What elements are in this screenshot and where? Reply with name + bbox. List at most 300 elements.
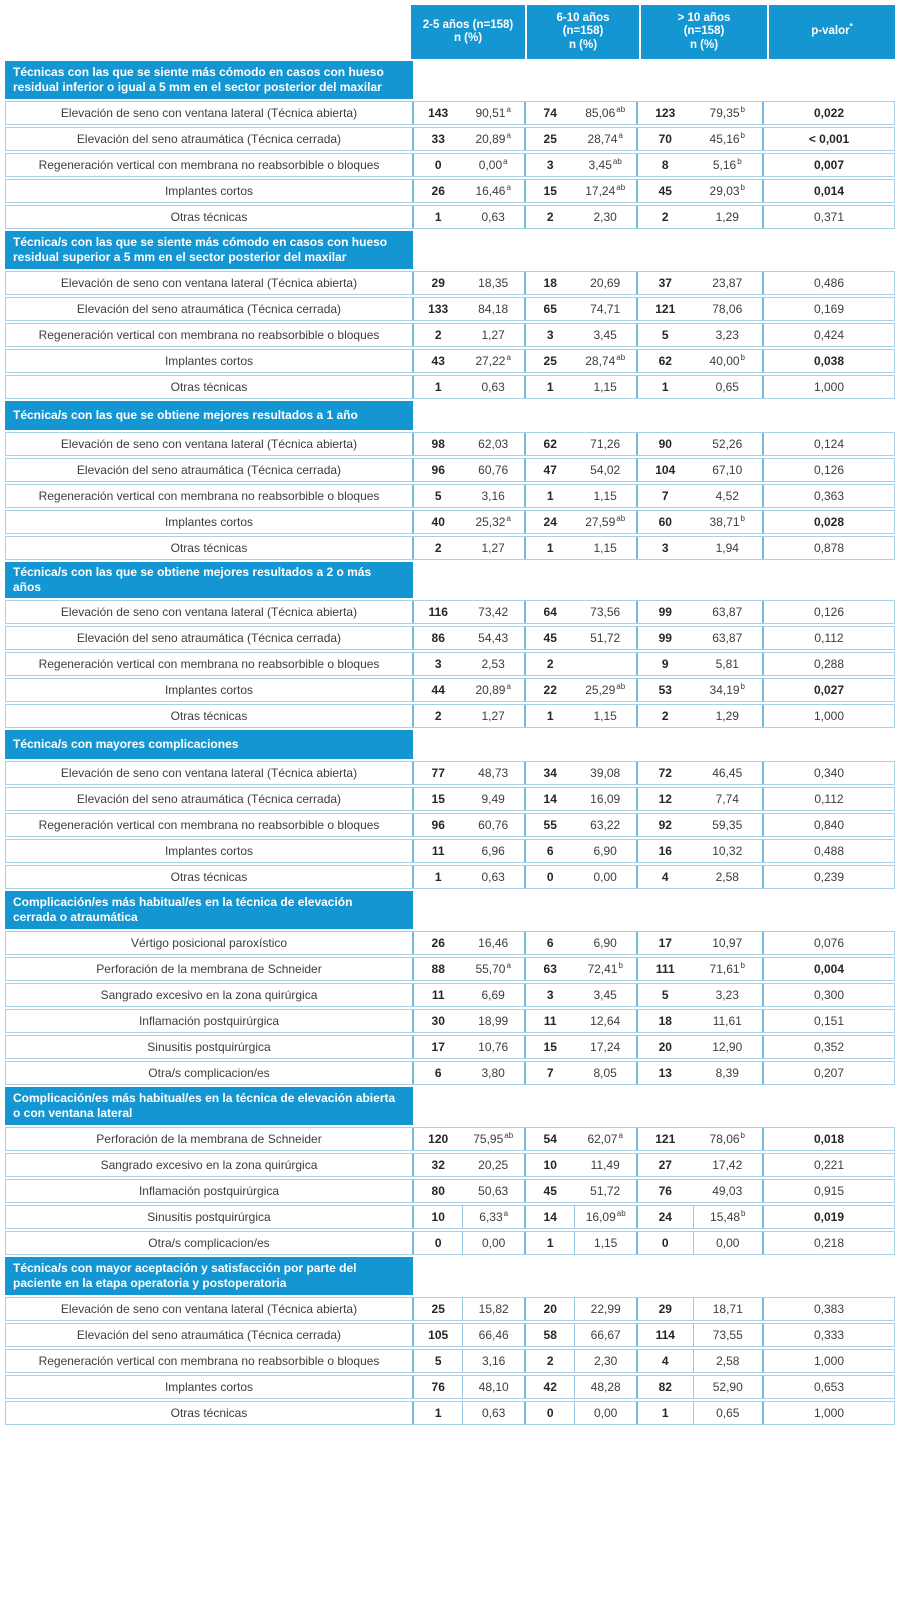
- percent-number: 7,74: [715, 792, 739, 806]
- table-row: [5, 153, 895, 177]
- significance-superscript: ab: [504, 1130, 514, 1140]
- count-value: 1: [434, 380, 442, 394]
- percent-number: 79,35: [709, 106, 740, 120]
- significance-superscript: b: [618, 960, 623, 970]
- count-value: 45: [543, 1184, 557, 1198]
- percent-value: [462, 958, 524, 980]
- count-value: 77: [431, 766, 445, 780]
- count-value: 37: [658, 276, 672, 290]
- group-cell: [412, 1324, 524, 1346]
- count-value: 0: [546, 1406, 554, 1420]
- column-header-2-5-anos: [411, 5, 525, 59]
- group-cell: [412, 1402, 524, 1424]
- table-row: [5, 432, 895, 456]
- percent-value: [574, 705, 636, 727]
- count-value: 4: [661, 1354, 669, 1368]
- percent-value: [462, 932, 524, 954]
- significance-superscript: ab: [616, 1208, 626, 1218]
- count-value: 0: [546, 870, 554, 884]
- table-row: [5, 1009, 895, 1033]
- group-cell: [636, 1298, 762, 1320]
- table-row: [5, 323, 895, 347]
- p-value: 0,239: [762, 866, 894, 888]
- count-value: 72: [658, 766, 672, 780]
- count-value: 14: [543, 1210, 557, 1224]
- percent-value: [462, 102, 524, 124]
- count-value: 5: [661, 328, 669, 342]
- p-value: 0,126: [762, 601, 894, 623]
- group-cell: [412, 324, 524, 346]
- percent-number: 0,63: [482, 1406, 506, 1420]
- count-value: 25: [543, 354, 557, 368]
- significance-superscript: a: [506, 130, 511, 140]
- p-value: 1,000: [762, 1402, 894, 1424]
- row-label: Otras técnicas: [170, 709, 248, 723]
- group-cell: [524, 1402, 636, 1424]
- count-value: 10: [543, 1158, 557, 1172]
- table-row: [5, 127, 895, 151]
- percent-number: 1,27: [481, 709, 505, 723]
- count-value: 64: [543, 605, 557, 619]
- section-header: [5, 61, 413, 99]
- count-value: 40: [431, 515, 445, 529]
- count-value: 25: [543, 132, 557, 146]
- row-label: Perforación de la membrana de Schneider: [96, 962, 322, 976]
- group-cell: [524, 1128, 636, 1150]
- percent-number: 51,72: [590, 631, 621, 645]
- percent-value: [693, 1180, 762, 1202]
- group-cell: [524, 154, 636, 176]
- percent-value: [693, 814, 762, 836]
- percent-number: 16,09: [585, 1210, 616, 1224]
- row-label: Elevación del seno atraumática (Técnica cerrada): [76, 792, 342, 806]
- group-cell: [412, 932, 524, 954]
- percent-value: [462, 679, 524, 701]
- count-value: 17: [431, 1040, 445, 1054]
- percent-number: 15,48: [710, 1210, 741, 1224]
- percent-value: [462, 627, 524, 649]
- group-cell: [412, 433, 524, 455]
- group-cell: [524, 324, 636, 346]
- percent-value: [462, 814, 524, 836]
- percent-number: 11,49: [590, 1158, 620, 1172]
- group-cell: [524, 537, 636, 559]
- percent-value: [574, 627, 636, 649]
- percent-value: [574, 459, 636, 481]
- significance-superscript: ab: [616, 352, 626, 362]
- percent-number: 52,90: [712, 1380, 743, 1394]
- count-value: 25: [431, 1302, 445, 1316]
- table-row: [5, 1375, 895, 1399]
- group-cell: [636, 653, 762, 675]
- percent-number: 8,39: [715, 1066, 739, 1080]
- count-value: 116: [428, 605, 448, 619]
- column-header-line: > 10 años: [677, 11, 731, 24]
- table-row: [5, 205, 895, 229]
- count-value: 1: [661, 1406, 669, 1420]
- group-cell: [524, 485, 636, 507]
- percent-number: 29,03: [709, 184, 740, 198]
- count-value: 32: [431, 1158, 445, 1172]
- percent-number: 49,03: [712, 1184, 743, 1198]
- percent-number: 54,02: [590, 463, 621, 477]
- percent-value: [693, 485, 762, 507]
- group-cell: [636, 866, 762, 888]
- percent-value: [462, 1350, 524, 1372]
- count-value: 70: [658, 132, 672, 146]
- count-value: 2: [434, 328, 442, 342]
- percent-number: 52,26: [712, 437, 743, 451]
- percent-value: [462, 1180, 524, 1202]
- column-header-line: 6-10 años: [556, 11, 610, 24]
- count-value: 2: [434, 541, 442, 555]
- group-cell: [412, 1180, 524, 1202]
- percent-value: [693, 154, 762, 176]
- percent-value: [462, 1324, 524, 1346]
- percent-number: 27,59: [585, 515, 616, 529]
- percent-value: [693, 511, 762, 533]
- percent-value: [462, 1154, 524, 1176]
- percent-number: 3,45: [593, 328, 617, 342]
- percent-number: 16,46: [478, 936, 509, 950]
- header-spacer: [5, 5, 411, 59]
- percent-number: 17,42: [712, 1158, 743, 1172]
- section-title: Técnica/s con mayores complicaciones: [13, 737, 239, 751]
- group-cell: [636, 128, 762, 150]
- p-value: 0,488: [762, 840, 894, 862]
- percent-value: [462, 272, 524, 294]
- table-row: [5, 813, 895, 837]
- percent-number: 11,61: [712, 1014, 742, 1028]
- percent-value: [574, 1206, 636, 1228]
- percent-number: 3,80: [481, 1066, 505, 1080]
- count-value: 24: [658, 1210, 672, 1224]
- percent-value: [462, 762, 524, 784]
- count-value: 11: [431, 844, 445, 858]
- count-value: 6: [546, 844, 554, 858]
- percent-number: 1,15: [593, 709, 617, 723]
- count-value: 2: [661, 709, 669, 723]
- percent-number: 20,25: [478, 1158, 509, 1172]
- row-label: Regeneración vertical con membrana no reabsorbible o bloques: [38, 158, 380, 172]
- group-cell: [524, 984, 636, 1006]
- count-value: 123: [655, 106, 676, 120]
- p-value: 0,333: [762, 1324, 894, 1346]
- count-value: 0: [661, 1236, 669, 1250]
- count-value: 88: [431, 962, 445, 976]
- group-cell: [412, 206, 524, 228]
- count-value: 105: [428, 1328, 449, 1342]
- group-cell: [524, 814, 636, 836]
- group-cell: [412, 679, 524, 701]
- group-cell: [412, 1010, 524, 1032]
- p-value: 0,383: [762, 1298, 894, 1320]
- count-value: 111: [655, 962, 675, 976]
- percent-value: [693, 762, 762, 784]
- group-cell: [524, 459, 636, 481]
- count-value: 33: [431, 132, 445, 146]
- p-value: 0,019: [762, 1206, 894, 1228]
- percent-value: [462, 1232, 524, 1254]
- count-value: 2: [434, 709, 442, 723]
- group-cell: [524, 1180, 636, 1202]
- percent-value: [693, 601, 762, 623]
- group-cell: [524, 1324, 636, 1346]
- table-row: [5, 1179, 895, 1203]
- percent-value: [574, 814, 636, 836]
- p-value: 0,151: [762, 1010, 894, 1032]
- count-value: 2: [546, 210, 554, 224]
- percent-number: 20,89: [475, 132, 506, 146]
- group-cell: [412, 788, 524, 810]
- row-label: Implantes cortos: [164, 1380, 254, 1394]
- p-value: 0,653: [762, 1376, 894, 1398]
- percent-number: 60,76: [478, 463, 509, 477]
- percent-value: [574, 958, 636, 980]
- percent-value: [462, 1062, 524, 1084]
- group-cell: [636, 1232, 762, 1254]
- count-value: 29: [431, 276, 445, 290]
- group-cell: [412, 958, 524, 980]
- percent-number: 34,19: [709, 683, 740, 697]
- group-cell: [636, 154, 762, 176]
- percent-value: [462, 866, 524, 888]
- count-value: 133: [428, 302, 449, 316]
- percent-number: 2,53: [481, 657, 505, 671]
- percent-number: 71,26: [590, 437, 621, 451]
- percent-value: [693, 1206, 762, 1228]
- count-value: 29: [658, 1302, 672, 1316]
- count-value: 16: [658, 844, 672, 858]
- percent-number: 62,07: [587, 1132, 618, 1146]
- group-cell: [636, 814, 762, 836]
- row-label: Sangrado excesivo en la zona quirúrgica: [100, 1158, 318, 1172]
- count-value: 10: [431, 1210, 445, 1224]
- group-cell: [636, 762, 762, 784]
- count-value: 5: [434, 489, 442, 503]
- count-value: 1: [546, 541, 554, 555]
- group-cell: [636, 272, 762, 294]
- percent-value: [574, 679, 636, 701]
- percent-value: [574, 1180, 636, 1202]
- table-row: [5, 375, 895, 399]
- percent-number: 0,63: [481, 380, 505, 394]
- group-cell: [412, 1128, 524, 1150]
- percent-number: 6,33: [479, 1210, 503, 1224]
- percent-value: [462, 324, 524, 346]
- group-cell: [636, 601, 762, 623]
- percent-value: [693, 984, 762, 1006]
- group-cell: [636, 932, 762, 954]
- percent-value: [693, 1298, 762, 1320]
- percent-value: [693, 180, 762, 202]
- percent-number: 18,35: [478, 276, 509, 290]
- percent-value: [693, 324, 762, 346]
- count-value: 65: [543, 302, 557, 316]
- percent-number: 0,00: [478, 158, 503, 172]
- percent-number: 2,58: [716, 1354, 740, 1368]
- percent-value: [574, 324, 636, 346]
- percent-value: [574, 1402, 636, 1424]
- significance-superscript: a: [618, 130, 623, 140]
- table-row: [5, 458, 895, 482]
- group-cell: [524, 511, 636, 533]
- percent-number: 6,96: [481, 844, 505, 858]
- p-value: 0,878: [762, 537, 894, 559]
- table-row: [5, 1061, 895, 1085]
- percent-number: 63,22: [590, 818, 621, 832]
- significance-superscript: a: [506, 352, 511, 362]
- percent-value: [693, 1036, 762, 1058]
- group-cell: [412, 840, 524, 862]
- percent-value: [693, 128, 762, 150]
- row-label: Elevación del seno atraumática (Técnica cerrada): [76, 132, 342, 146]
- group-cell: [636, 350, 762, 372]
- group-cell: [524, 705, 636, 727]
- group-cell: [524, 1206, 636, 1228]
- group-cell: [524, 350, 636, 372]
- column-header-line: n (%): [453, 32, 483, 44]
- significance-superscript: a: [506, 104, 511, 114]
- count-value: 26: [431, 936, 445, 950]
- p-value: 0,486: [762, 272, 894, 294]
- table-row: [5, 652, 895, 676]
- group-cell: [412, 866, 524, 888]
- percent-value: [693, 705, 762, 727]
- group-cell: [412, 1154, 524, 1176]
- group-cell: [412, 1206, 524, 1228]
- percent-value: [462, 485, 524, 507]
- group-cell: [412, 601, 524, 623]
- group-cell: [636, 1324, 762, 1346]
- group-cell: [636, 324, 762, 346]
- group-cell: [524, 840, 636, 862]
- percent-value: [462, 705, 524, 727]
- percent-value: [693, 350, 762, 372]
- percent-value: [574, 1062, 636, 1084]
- count-value: 120: [428, 1132, 449, 1146]
- count-value: 54: [543, 1132, 557, 1146]
- group-cell: [412, 1232, 524, 1254]
- count-value: 0: [434, 1236, 442, 1250]
- percent-number: 75,95: [473, 1132, 504, 1146]
- percent-number: 0,65: [715, 380, 739, 394]
- p-value: < 0,001: [762, 128, 894, 150]
- row-label: Inflamación postquirúrgica: [138, 1184, 280, 1198]
- percent-number: 2,30: [593, 210, 617, 224]
- percent-number: 1,15: [593, 380, 617, 394]
- row-label: Elevación de seno con ventana lateral (Técnica abierta): [60, 605, 358, 619]
- percent-number: 1,29: [715, 709, 739, 723]
- row-label: Implantes cortos: [164, 844, 254, 858]
- row-label: Sangrado excesivo en la zona quirúrgica: [100, 988, 318, 1002]
- percent-value: [693, 433, 762, 455]
- group-cell: [524, 653, 636, 675]
- row-label: Elevación del seno atraumática (Técnica cerrada): [76, 631, 342, 645]
- significance-superscript: a: [506, 513, 511, 523]
- percent-number: 0,63: [481, 210, 505, 224]
- group-cell: [412, 511, 524, 533]
- percent-number: 0,63: [481, 870, 505, 884]
- group-cell: [524, 102, 636, 124]
- percent-number: 63,87: [712, 631, 743, 645]
- group-cell: [412, 102, 524, 124]
- count-value: 1: [434, 870, 442, 884]
- count-value: 3: [661, 541, 669, 555]
- significance-superscript: a: [503, 156, 508, 166]
- count-value: 74: [543, 106, 557, 120]
- column-header-line: p-valor*: [811, 22, 853, 38]
- percent-number: 50,63: [478, 1184, 509, 1198]
- group-cell: [636, 102, 762, 124]
- section-title: Técnica/s con las que se obtiene mejores resultados a 2 o más años: [13, 565, 372, 594]
- percent-value: [462, 1010, 524, 1032]
- p-value: 0,300: [762, 984, 894, 1006]
- percent-value: [574, 154, 636, 176]
- count-value: 1: [546, 1236, 554, 1250]
- count-value: 18: [543, 276, 557, 290]
- count-value: 18: [658, 1014, 672, 1028]
- table-row: [5, 297, 895, 321]
- row-label: Regeneración vertical con membrana no reabsorbible o bloques: [38, 1354, 380, 1368]
- group-cell: [636, 1128, 762, 1150]
- percent-value: [574, 128, 636, 150]
- percent-number: 74,71: [590, 302, 621, 316]
- table-row: [5, 761, 895, 785]
- column-header-line: (n=158): [683, 25, 725, 38]
- percent-value: [462, 984, 524, 1006]
- count-value: 86: [431, 631, 445, 645]
- percent-number: 5,16: [712, 158, 737, 172]
- percent-number: 12,64: [590, 1014, 621, 1028]
- significance-superscript: ab: [616, 513, 626, 523]
- group-cell: [524, 601, 636, 623]
- column-header-line: (n=158): [562, 25, 604, 38]
- section-header: [5, 730, 413, 759]
- percent-value: [462, 154, 524, 176]
- table-row: [5, 931, 895, 955]
- p-value: 0,126: [762, 459, 894, 481]
- count-value: 45: [658, 184, 672, 198]
- percent-number: 48,10: [478, 1380, 509, 1394]
- percent-number: 0,00: [716, 1236, 740, 1250]
- count-value: 13: [658, 1066, 672, 1080]
- percent-value: [462, 1402, 524, 1424]
- p-value: 0,371: [762, 206, 894, 228]
- row-label: Elevación de seno con ventana lateral (Técnica abierta): [60, 766, 358, 780]
- table-row: [5, 678, 895, 702]
- percent-value: [574, 180, 636, 202]
- group-cell: [636, 511, 762, 533]
- p-value: 0,363: [762, 485, 894, 507]
- percent-value: [693, 1350, 762, 1372]
- significance-superscript: b: [737, 156, 742, 166]
- significance-superscript: a: [506, 681, 511, 691]
- percent-number: 3,45: [588, 158, 612, 172]
- section-title: Técnica/s con mayor aceptación y satisfacción por parte del paciente en la etapa operatoria y postoperatoria: [13, 1261, 357, 1290]
- percent-value: [462, 1206, 524, 1228]
- group-cell: [412, 485, 524, 507]
- count-value: 114: [655, 1328, 675, 1342]
- group-cell: [412, 350, 524, 372]
- percent-number: 28,74: [585, 354, 616, 368]
- significance-superscript: ab: [612, 156, 622, 166]
- group-cell: [636, 627, 762, 649]
- group-cell: [524, 1154, 636, 1176]
- significance-superscript: a: [506, 960, 511, 970]
- group-cell: [636, 376, 762, 398]
- group-cell: [524, 762, 636, 784]
